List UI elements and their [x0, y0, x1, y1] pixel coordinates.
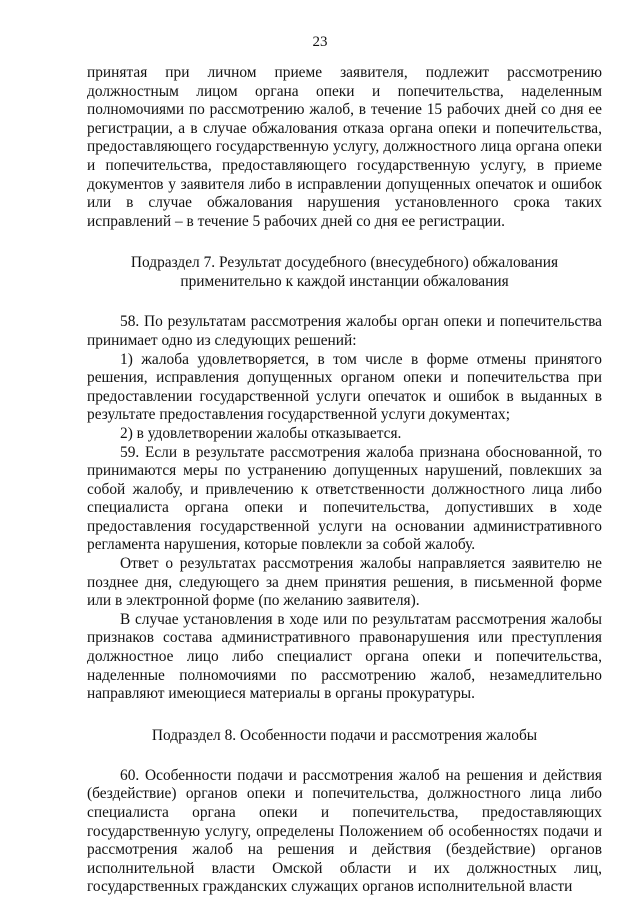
paragraph-60: 60. Особенности подачи и рассмотрения жалоб на решения и действия (бездействие) органов опеки и попечительства, должностного лица либо специалиста органа опеки и попечительства, предоставляющих государственную услугу, определены Положением об особенностях подачи и рассмотрения жалоб на решения и действия (бездействие) органов исполнительной власти Омской области и их должностных лиц, государственных гражданских служащих органов исполнительной власти	[87, 766, 602, 896]
paragraph-59-answer: Ответ о результатах рассмотрения жалобы направляется заявителю не позднее дня, следующего за днем принятия решения, в письменной форме или в электронной форме (по желанию заявителя).	[87, 555, 602, 610]
paragraph-59-prosecution: В случае установления в ходе или по результатам рассмотрения жалобы признаков состава административного правонарушения или преступления должностное лицо либо специалист органа опеки и попечительства, наделенные полномочиями по рассмотрению жалоб, незамедлительно направляют имеющиеся материалы в органы прокуратуры.	[87, 610, 602, 703]
heading-subsection-7: Подраздел 7. Результат досудебного (внесудебного) обжалования применительно к каждой инстанции обжалования	[130, 254, 559, 291]
paragraph-59: 59. Если в результате рассмотрения жалоба признана обоснованной, то принимаются меры по устранению допущенных нарушений, повлекших за собой жалобу, и привлечению к ответственности должностного лица либо специалиста органа опеки и попечительства, допустивших в ходе предоставления государственной услуги на основании административного регламента нарушения, которые повлекли за собой жалобу.	[87, 443, 602, 554]
paragraph-58: 58. По результатам рассмотрения жалобы орган опеки и попечительства принимает одно из следующих решений:	[87, 313, 602, 349]
document-body	[87, 64, 602, 897]
paragraph-intro: принятая при личном приеме заявителя, подлежит рассмотрению должностным лицом органа опеки и попечительства, наделенным полномочиями по рассмотрению жалоб, в течение 15 рабочих дней со дня ее регистрации, а в случае обжалования отказа органа опеки и попечительства, предоставляющего государственную услугу, должностного лица органа опеки и попечительства, предоставляющего государственную услугу, в приеме документов у заявителя либо в исправлении допущенных опечаток и ошибок или в случае обжалования нарушения установленного срока таких исправлений – в течение 5 рабочих дней со дня ее регистрации.	[87, 64, 602, 230]
page-number: 23	[312, 34, 328, 50]
paragraph-58-item-2: 2) в удовлетворении жалобы отказывается.	[120, 424, 402, 442]
paragraph-58-item-1: 1) жалоба удовлетворяется, в том числе в форме отмены принятого решения, исправления допущенных органом опеки и попечительства при предоставлении государственной услуги опечаток и ошибок в выданных в результате предоставления государственной услуги документах;	[87, 350, 602, 424]
heading-subsection-8: Подраздел 8. Особенности подачи и рассмотрения жалобы	[151, 726, 538, 744]
